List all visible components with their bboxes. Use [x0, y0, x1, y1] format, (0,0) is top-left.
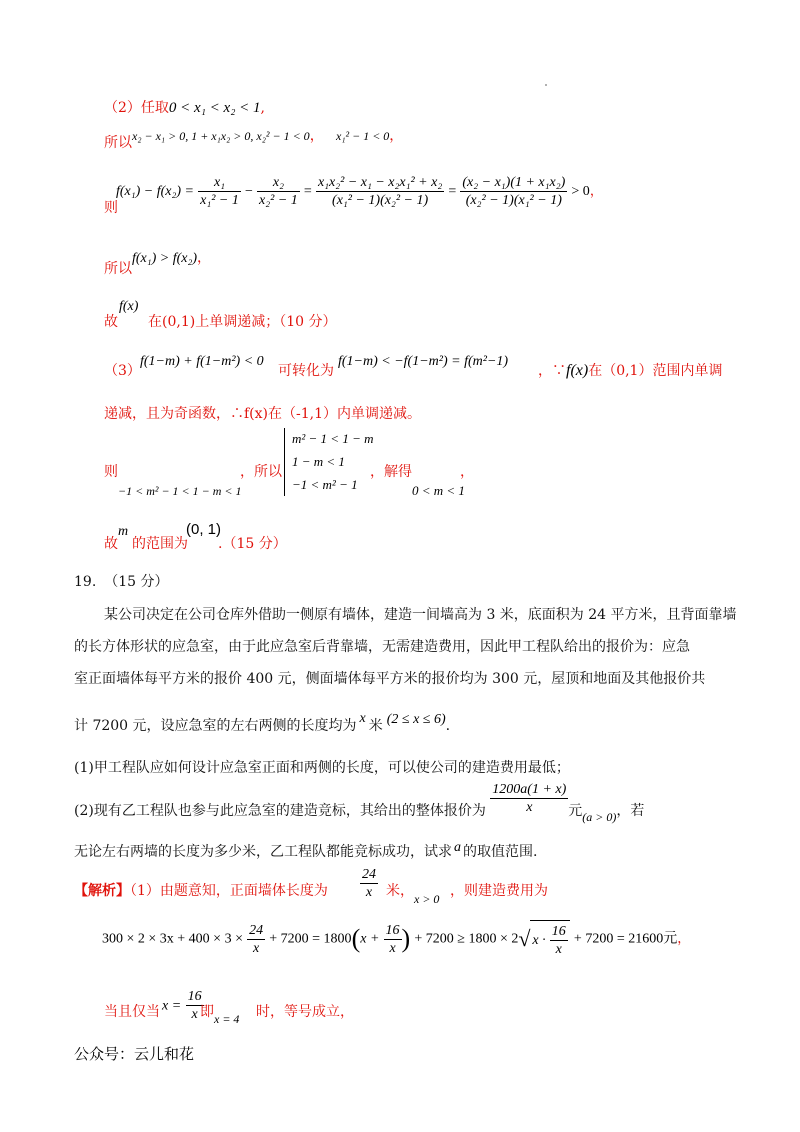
solution-equality-value: x = 4 [214, 1012, 240, 1026]
q19-subquestion-2-line2: 无论左右两墙的长度为多少米，乙工程队都能竞标成功，试求 a 的取值范围. [74, 840, 538, 860]
part3-solution: 0 < m < 1 [412, 483, 465, 498]
part2-then-equation: f(x₁) − f(x₂) = $\frac{\text{x₁}}{\text{x₁² − 1}}$ − $\frac{\text{x₂}}{\text{x₂² − 1}}$ = $\frac{\text{x₁x₂² − x₁ − x₂x₁² + x₂}}{\text{(x₁² − 1)(x₂² − 1)}}$ = $\frac{\text{(x₂ − x₁)(1 + x₁x₂)}}{\text{(x₂² − 1)(x₁² − 1)}}$ > 0， [116, 175, 603, 208]
solution-line1: 【解析】（1）由题意知，正面墙体长度为 [74, 883, 328, 899]
part3-final-var: m [118, 524, 129, 539]
part3-line1: （3） [104, 363, 141, 379]
part3-line1-rest: ，∵f(x)在（0,1）范围内单调 [538, 362, 723, 379]
part3-condition: −1 < m² − 1 < 1 − m < 1 [118, 484, 242, 498]
solution-equality-math: x = $\frac{16}{x}$ [162, 989, 202, 1022]
part2-so2-line: 所以 [104, 261, 132, 277]
part3-system-row2: 1 − m < 1 [292, 454, 345, 469]
q19-paragraph-line2: 的长方体形状的应急室，由于此应急室后背靠墙，无需建造费用，因此甲工程队给出的报价为：应急 [74, 639, 690, 655]
part2-so1-math2: x₁² − 1 < 0， [336, 128, 404, 144]
part3-system-row3: −1 < m² − 1 [292, 477, 358, 492]
solution-wall-fraction: $\frac{24}{x}$ [362, 867, 376, 900]
part2-intro-line: （2）任取0 < x₁ < x₂ < 1, [104, 100, 265, 116]
part2-so1-math: x₂ − x₁ > 0, 1 + x₁x₂ > 0, x₂² − 1 < 0， [132, 128, 324, 144]
part3-so: ，所以 [240, 464, 282, 480]
part3-solve: ，解得 [370, 464, 412, 480]
part3-line2: 递减，且为奇函数，∴f(x)在（-1,1）内单调递减。 [104, 406, 421, 422]
solution-cost-equation: 300 × 2 × 3x + 400 × 3 × $\frac{24}{x}$ + 7200 = 1800(x + $\frac{16}{x}$ ) + 7200 ≥ 1800 × 2√ x · $\frac{16}{x}$ + 7200 = 21600元， [102, 920, 690, 958]
part3-line1-text1: 可转化为 [278, 363, 334, 379]
solution-line1-end: ，则建造费用为 [450, 883, 548, 899]
q19-subquestion-2: (2)现有乙工程队也参与此应急室的建造竞标，其给出的整体报价为 $\frac{1200a(1 + x)}{x}$ 元(a > 0)，若 [74, 781, 645, 824]
q19-header: 19. （15 分） [74, 574, 169, 590]
part3-final: 故 [104, 536, 118, 552]
part2-hence-math: f(x) [119, 299, 139, 314]
q19-paragraph-line4: 计 7200 元，设应急室的左右两侧的长度均为 x 米 (2 ≤ x ≤ 6). [74, 711, 451, 734]
part2-hence-label: 故 [104, 314, 118, 330]
part3-then-label: 则 [104, 464, 118, 480]
part3-solve-end: ， [460, 464, 474, 480]
part2-hence-text: 在(0,1)上单调递减；（10 分） [148, 314, 337, 330]
solution-equality-end: 时，等号成立， [256, 1004, 354, 1020]
part2-intro-math: 0 < x₁ < x₂ < 1 [168, 100, 261, 116]
solution-equality-condition: 当且仅当 [104, 1004, 160, 1020]
solution-equality-mid: 即 [200, 1004, 214, 1020]
footer-wechat-account: 公众号：云儿和花 [74, 1045, 195, 1063]
part2-so1-line: 所以 [104, 135, 132, 151]
solution-tag: 【解析】 [74, 883, 130, 899]
part3-line1-math2: f(1−m) < −f(1−m²) = f(m²−1) [338, 354, 509, 369]
part3-final-mid: 的范围为 [132, 536, 188, 552]
solution-x-positive: x > 0 [414, 892, 440, 906]
part2-then-label: 则 [104, 200, 118, 216]
eq-fx1-fx2: f(x₁) − f(x₂) = [116, 184, 194, 199]
q19-subquestion-1: (1)甲工程队应如何设计应急室正面和两侧的长度，可以使公司的建造费用最低； [74, 760, 570, 776]
part3-line1-math1: f(1−m) + f(1−m²) < 0 [140, 354, 264, 369]
part2-so2-math: f(x₁) > f(x₂)， [132, 250, 212, 266]
part3-system-row1: m² − 1 < 1 − m [292, 431, 374, 446]
q19-paragraph-line3: 室正面墙体每平方米的报价 400 元，侧面墙体每平方米的报价均为 300 元，屋顶和地面及其他报价共 [74, 671, 706, 687]
solution-wall-unit: 米， [386, 883, 414, 899]
part3-final-range: (0, 1) [186, 521, 222, 538]
part3-system-brace [284, 428, 291, 496]
q19-paragraph-line1: 某公司决定在公司仓库外借助一侧原有墙体，建造一间墙高为 3 米，底面积为 24 平方米，且背面靠墙 [104, 607, 737, 623]
part3-final-end: .（15 分） [218, 536, 287, 552]
stray-dot [545, 84, 547, 86]
